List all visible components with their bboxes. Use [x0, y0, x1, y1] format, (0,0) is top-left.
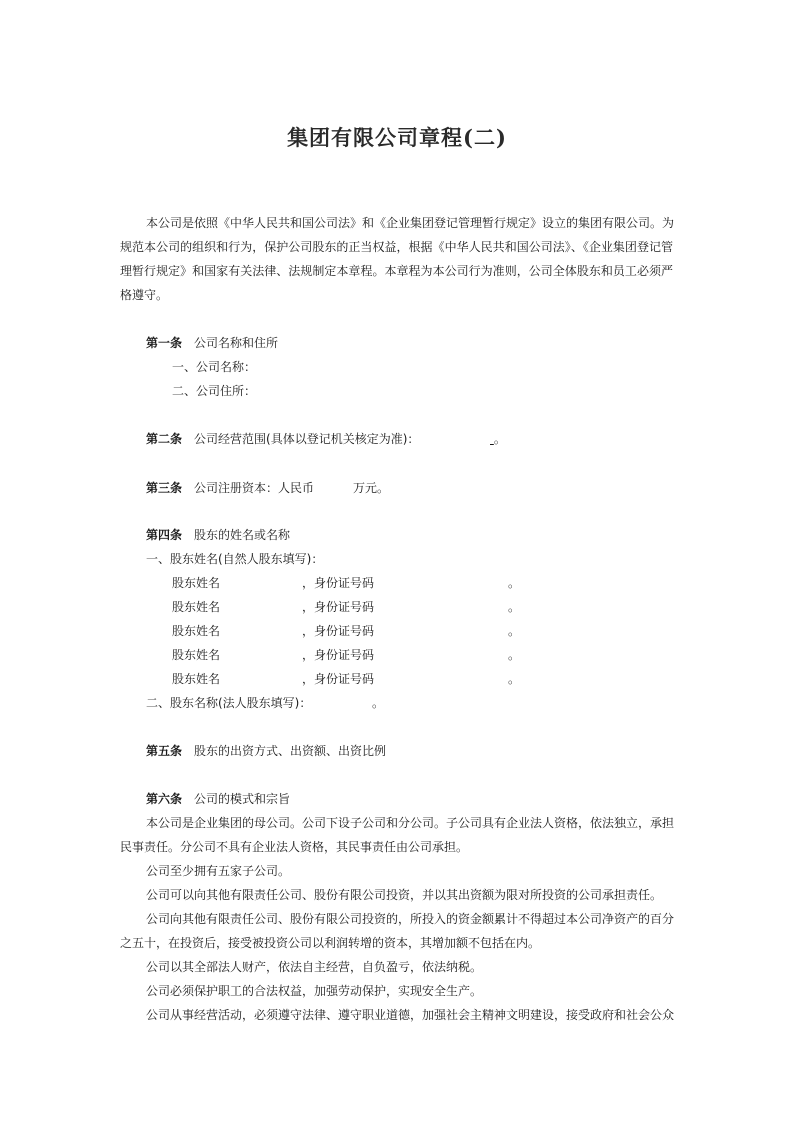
registered-capital-label: 公司注册资本：人民币	[194, 481, 315, 495]
article-label: 第三条	[146, 481, 183, 495]
business-scope-end: ​ 。	[490, 432, 506, 446]
legal-shareholder-end: 。	[372, 696, 385, 710]
article-5-heading	[146, 743, 386, 759]
article-label: 第二条	[146, 432, 183, 446]
shareholder-id-label: ，身份证号码	[302, 624, 375, 638]
article-2	[146, 431, 419, 447]
article-6-line: 公司可以向其他有限责任公司、股份有限公司投资，并以其出资额为限对所投资的公司承担责任。	[146, 888, 663, 902]
shareholder-name-label: 股东姓名	[172, 600, 221, 614]
company-name-field: 一、公司名称：	[172, 360, 257, 374]
shareholder-name-label: 股东姓名	[172, 648, 221, 662]
article-6-line: 公司必须保护职工的合法权益，加强劳动保护，实现安全生产。	[146, 984, 483, 998]
article-heading-text: 公司名称和住所	[194, 336, 279, 350]
article-6-line: 公司从事经营活动，必须遵守法律、遵守职业道德，加强社会主精神文明建设，接受政府和社会公众	[146, 1008, 675, 1022]
article-3	[146, 480, 314, 496]
shareholder-id-label: ，身份证号码	[302, 576, 375, 590]
article-heading-text: 股东的出资方式、出资额、出资比例	[194, 744, 387, 758]
business-scope-label: 公司经营范围(具体以登记机关核定为准)：	[194, 432, 420, 446]
article-label: 第一条	[146, 336, 183, 350]
shareholder-name-label: 股东姓名	[172, 672, 221, 686]
shareholder-row-end: 。	[508, 600, 521, 614]
company-address-field: 二、公司住所：	[172, 384, 257, 398]
intro-line: 规范本公司的组织和行为，保护公司股东的正当权益，根据《中华人民共和国公司法》、《企业集团登记管	[120, 240, 673, 254]
article-4-heading	[146, 527, 290, 543]
shareholder-row-end: 。	[508, 576, 521, 590]
shareholder-row-end: 。	[508, 672, 521, 686]
article-label: 第四条	[146, 528, 183, 542]
intro-line: 本公司是依照《中华人民共和国公司法》和《企业集团登记管理暂行规定》设立的集团有限公司。为	[146, 216, 675, 230]
article-6-line: 公司至少拥有五家子公司。	[146, 864, 291, 878]
shareholder-name-label: 股东姓名	[172, 624, 221, 638]
shareholder-row-end: 。	[508, 624, 521, 638]
natural-shareholder-heading: 一、股东姓名(自然人股东填写)：	[146, 552, 324, 566]
article-6-line: 公司向其他有限责任公司、股份有限公司投资的，所投入的资金额累计不得超过本公司净资产的百分	[146, 912, 675, 926]
article-6-line: 本公司是企业集团的母公司。公司下设子公司和分公司。子公司具有企业法人资格，依法独立，承担	[146, 816, 675, 830]
article-6-line: 公司以其全部法人财产，依法自主经营，自负盈亏，依法纳税。	[146, 960, 483, 974]
registered-capital-unit: 万元。	[353, 481, 390, 495]
shareholder-row-end: 。	[508, 648, 521, 662]
intro-line: 格遵守。	[120, 288, 169, 302]
article-6-heading	[146, 791, 290, 807]
article-heading-text: 股东的姓名或名称	[194, 528, 291, 542]
article-label: 第五条	[146, 744, 183, 758]
legal-shareholder-heading: 二、股东名称(法人股东填写)：	[146, 696, 312, 710]
article-label: 第六条	[146, 792, 183, 806]
intro-line: 理暂行规定》和国家有关法律、法规制定本章程。本章程为本公司行为准则，公司全体股东和员工必须严	[120, 264, 673, 278]
shareholder-id-label: ，身份证号码	[302, 600, 375, 614]
shareholder-id-label: ，身份证号码	[302, 672, 375, 686]
article-6-line: 民事责任。分公司不具有企业法人资格，其民事责任由公司承担。	[120, 840, 469, 854]
shareholder-id-label: ，身份证号码	[302, 648, 375, 662]
article-1-heading	[146, 335, 278, 351]
shareholder-name-label: 股东姓名	[172, 576, 221, 590]
article-heading-text: 公司的模式和宗旨	[194, 792, 291, 806]
document-title: 集团有限公司章程(二)	[287, 125, 507, 150]
article-6-line: 之五十，在投资后，接受被投资公司以利润转增的资本，其增加额不包括在内。	[120, 936, 541, 950]
